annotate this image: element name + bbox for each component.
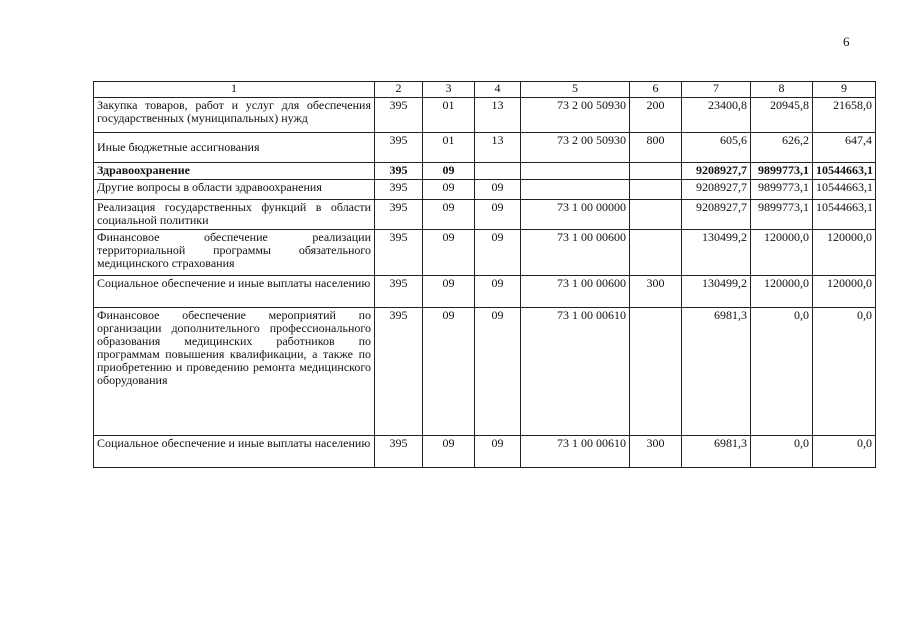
cell-amount-col9: 10544663,1: [813, 180, 876, 200]
cell-subsection: 09: [475, 276, 521, 308]
cell-admin-code: 395: [375, 230, 423, 276]
row-name: Социальное обеспечение и иные выплаты населению: [94, 276, 375, 308]
cell-subsection: 13: [475, 133, 521, 163]
table-row: [94, 180, 876, 200]
cell-target-article: 73 2 00 50930: [521, 98, 630, 133]
cell-section: 09: [423, 163, 475, 180]
cell-amount-col9: 120000,0: [813, 276, 876, 308]
table-header-row: [94, 82, 876, 98]
cell-expense-type: [630, 308, 682, 436]
cell-target-article: 73 2 00 50930: [521, 133, 630, 163]
column-header: 3: [423, 82, 475, 98]
cell-expense-type: 800: [630, 133, 682, 163]
cell-target-article: 73 1 00 00600: [521, 230, 630, 276]
cell-expense-type: 300: [630, 436, 682, 468]
cell-amount-col8: 9899773,1: [751, 180, 813, 200]
cell-admin-code: 395: [375, 200, 423, 230]
cell-section: 09: [423, 308, 475, 436]
cell-target-article: [521, 163, 630, 180]
cell-amount-col9: 120000,0: [813, 230, 876, 276]
cell-admin-code: 395: [375, 180, 423, 200]
cell-amount-col8: 0,0: [751, 436, 813, 468]
cell-amount-col8: 626,2: [751, 133, 813, 163]
column-header: 4: [475, 82, 521, 98]
table-row: [94, 98, 876, 133]
cell-admin-code: 395: [375, 276, 423, 308]
cell-section: 01: [423, 133, 475, 163]
row-name: Реализация государственных функций в области социальной политики: [94, 200, 375, 230]
cell-amount-col8: 20945,8: [751, 98, 813, 133]
cell-expense-type: [630, 200, 682, 230]
cell-expense-type: [630, 163, 682, 180]
cell-amount-col9: 10544663,1: [813, 163, 876, 180]
cell-target-article: [521, 180, 630, 200]
cell-amount-col7: 130499,2: [682, 276, 751, 308]
table-row: [94, 230, 876, 276]
cell-amount-col7: 605,6: [682, 133, 751, 163]
cell-subsection: 09: [475, 308, 521, 436]
cell-subsection: 13: [475, 98, 521, 133]
cell-admin-code: 395: [375, 98, 423, 133]
table-row: [94, 308, 876, 436]
column-header: 6: [630, 82, 682, 98]
cell-amount-col7: 130499,2: [682, 230, 751, 276]
row-name: Иные бюджетные ассигнования: [94, 133, 375, 163]
column-header: 5: [521, 82, 630, 98]
table-row: [94, 276, 876, 308]
cell-expense-type: 300: [630, 276, 682, 308]
cell-subsection: [475, 163, 521, 180]
cell-expense-type: 200: [630, 98, 682, 133]
cell-target-article: 73 1 00 00600: [521, 276, 630, 308]
cell-subsection: 09: [475, 180, 521, 200]
cell-amount-col7: 9208927,7: [682, 200, 751, 230]
column-header: 2: [375, 82, 423, 98]
cell-amount-col7: 6981,3: [682, 436, 751, 468]
cell-amount-col9: 10544663,1: [813, 200, 876, 230]
column-header: 7: [682, 82, 751, 98]
cell-expense-type: [630, 180, 682, 200]
table-row: [94, 163, 876, 180]
cell-target-article: 73 1 00 00000: [521, 200, 630, 230]
budget-table: [93, 81, 876, 468]
cell-section: 09: [423, 436, 475, 468]
cell-amount-col7: 23400,8: [682, 98, 751, 133]
cell-admin-code: 395: [375, 436, 423, 468]
row-name: Закупка товаров, работ и услуг для обеспечения государственных (муниципальных) нужд: [94, 98, 375, 133]
cell-section: 09: [423, 180, 475, 200]
cell-subsection: 09: [475, 230, 521, 276]
row-name: Финансовое обеспечение мероприятий по организации дополнительного профессионального образования медицинских работников по программам повышения квалификации, а также по приобретению и проведению ремонта медицинского оборудования: [94, 308, 375, 436]
cell-admin-code: 395: [375, 308, 423, 436]
column-header: 8: [751, 82, 813, 98]
table-row: [94, 436, 876, 468]
cell-target-article: 73 1 00 00610: [521, 308, 630, 436]
cell-amount-col8: 9899773,1: [751, 200, 813, 230]
cell-section: 01: [423, 98, 475, 133]
cell-admin-code: 395: [375, 163, 423, 180]
row-name: Финансовое обеспечение реализации территориальной программы обязательного медицинского страхования: [94, 230, 375, 276]
row-name: Социальное обеспечение и иные выплаты населению: [94, 436, 375, 468]
row-name: Здравоохранение: [94, 163, 375, 180]
cell-section: 09: [423, 230, 475, 276]
cell-amount-col8: 0,0: [751, 308, 813, 436]
cell-amount-col9: 21658,0: [813, 98, 876, 133]
page-number: 6: [843, 34, 850, 49]
cell-amount-col7: 9208927,7: [682, 180, 751, 200]
table-row: [94, 200, 876, 230]
cell-amount-col8: 9899773,1: [751, 163, 813, 180]
cell-target-article: 73 1 00 00610: [521, 436, 630, 468]
cell-expense-type: [630, 230, 682, 276]
cell-amount-col7: 9208927,7: [682, 163, 751, 180]
cell-amount-col9: 0,0: [813, 436, 876, 468]
cell-admin-code: 395: [375, 133, 423, 163]
column-header: 9: [813, 82, 876, 98]
cell-amount-col7: 6981,3: [682, 308, 751, 436]
cell-section: 09: [423, 200, 475, 230]
table-row: [94, 133, 876, 163]
row-name: Другие вопросы в области здравоохранения: [94, 180, 375, 200]
cell-section: 09: [423, 276, 475, 308]
cell-amount-col8: 120000,0: [751, 230, 813, 276]
column-header: 1: [94, 82, 375, 98]
cell-amount-col9: 647,4: [813, 133, 876, 163]
cell-amount-col9: 0,0: [813, 308, 876, 436]
cell-amount-col8: 120000,0: [751, 276, 813, 308]
cell-subsection: 09: [475, 436, 521, 468]
cell-subsection: 09: [475, 200, 521, 230]
